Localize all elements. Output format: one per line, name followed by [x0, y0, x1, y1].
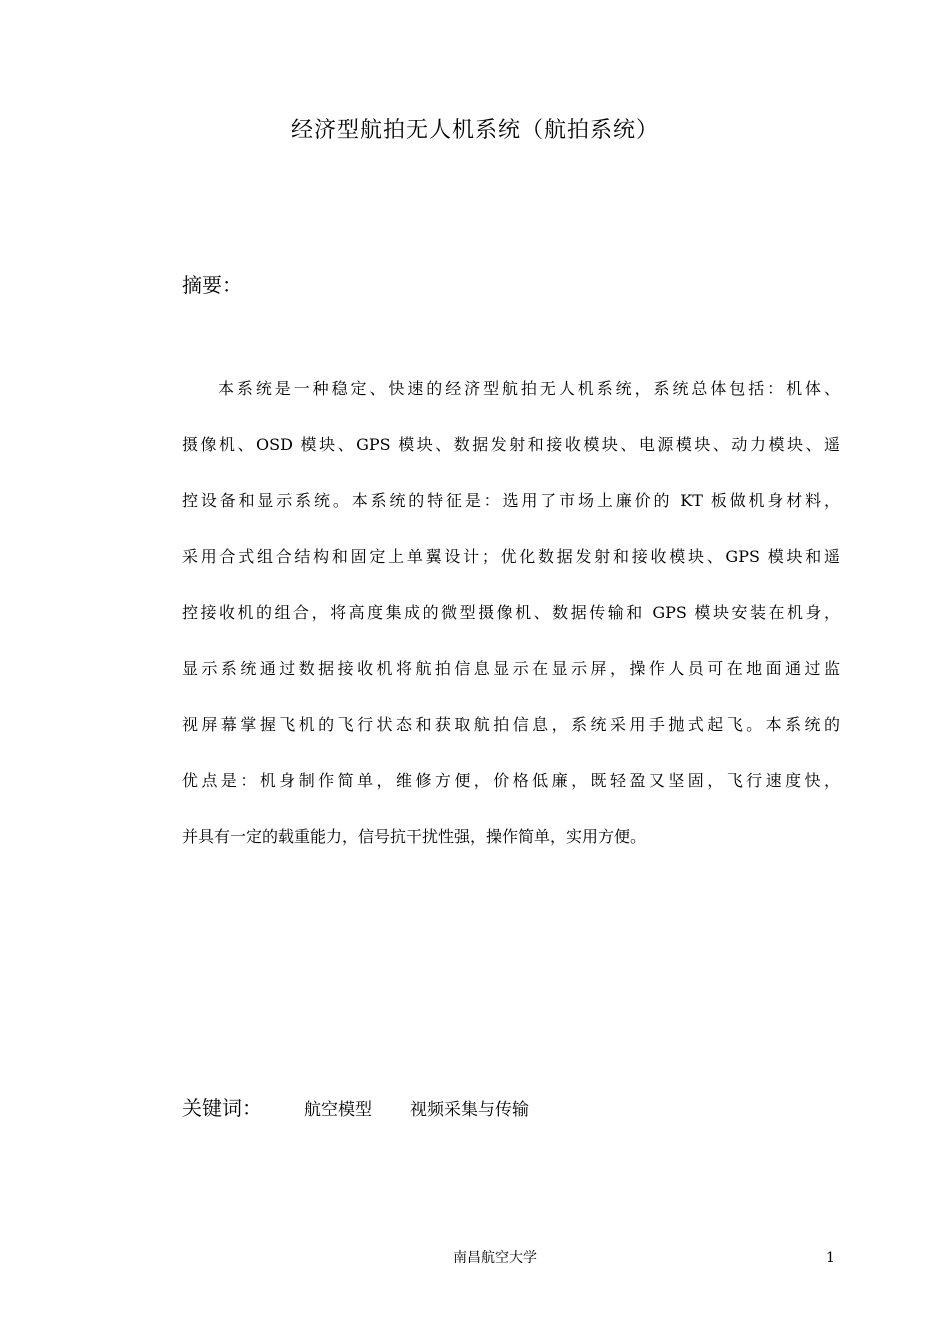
abstract-line: 摄像机、OSD 模块、GPS 模块、数据发射和接收模块、电源模块、动力模块、遥: [182, 435, 840, 454]
abstract-heading: 摘要：: [182, 273, 242, 297]
abstract-line: 优点是：机身制作简单，维修方便，价格低廉，既轻盈又坚固，飞行速度快，: [182, 771, 840, 790]
keyword-item: 视频采集与传输: [410, 1100, 529, 1120]
abstract-line: 并具有一定的载重能力，信号抗干扰性强，操作简单，实用方便。: [182, 827, 647, 846]
footer-institution: 南昌航空大学: [453, 1250, 537, 1266]
abstract-line: 本系统是一种稳定、快速的经济型航拍无人机系统，系统总体包括：机体、: [218, 379, 840, 398]
abstract-line: 控接收机的组合，将高度集成的微型摄像机、数据传输和 GPS 模块安装在机身，: [182, 603, 840, 622]
abstract-line: 采用合式组合结构和固定上单翼设计；优化数据发射和接收模块、GPS 模块和遥: [182, 547, 840, 566]
page-number: 1: [826, 1250, 835, 1266]
abstract-line: 视屏幕掌握飞机的飞行状态和获取航拍信息，系统采用手抛式起飞。本系统的: [182, 715, 840, 734]
abstract-line: 控设备和显示系统。本系统的特征是：选用了市场上廉价的 KT 板做机身材料，: [182, 491, 840, 510]
abstract-body: [182, 372, 840, 876]
keywords-section: [182, 1093, 567, 1125]
keyword-item: 航空模型: [304, 1100, 372, 1120]
abstract-line: 显示系统通过数据接收机将航拍信息显示在显示屏，操作人员可在地面通过监: [182, 659, 840, 678]
document-title: 经济型航拍无人机系统（航拍系统）: [290, 118, 659, 143]
keywords-label: 关键词：: [182, 1096, 262, 1120]
